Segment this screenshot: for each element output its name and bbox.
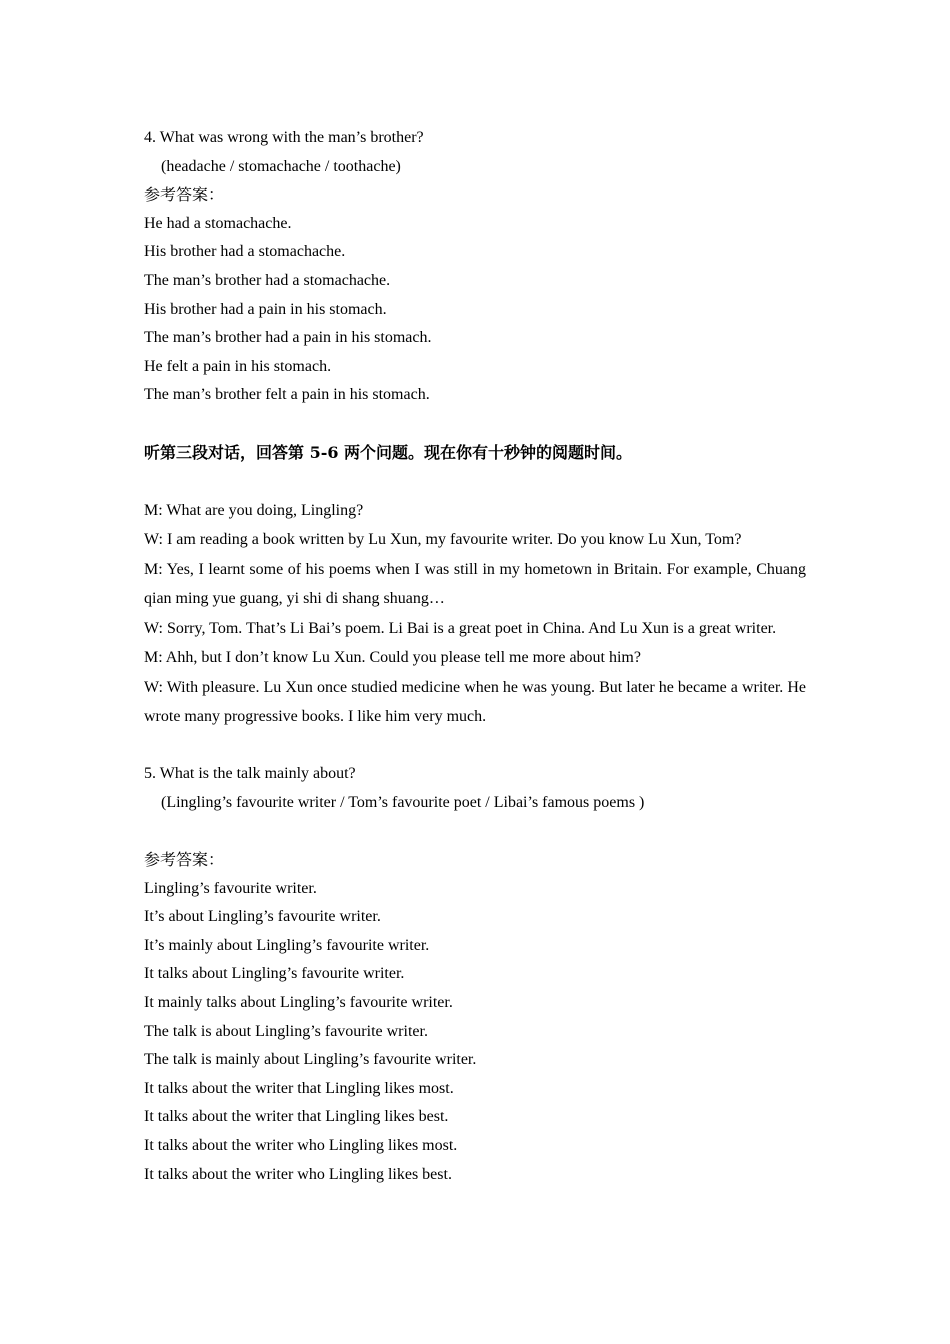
question-4-options: (headache / stomachache / toothache) xyxy=(161,157,401,175)
question-4: 4. What was wrong with the man’s brother? xyxy=(144,129,424,146)
answer-item: It talks about the writer who Lingling likes most. xyxy=(144,1137,458,1155)
dialogue-line: W: Sorry, Tom. That’s Li Bai’s poem. Li Bai is a great poet in China. And Lu Xun is a great writer. xyxy=(144,619,777,637)
answer-item: It’s about Lingling’s favourite writer. xyxy=(144,908,381,926)
spacer xyxy=(144,467,806,496)
answer-item: It talks about the writer that Lingling likes most. xyxy=(144,1079,454,1097)
question-5-options: (Lingling’s favourite writer / Tom’s favourite poet / Libai’s famous poems ) xyxy=(161,793,645,811)
answer-item: It talks about the writer who Lingling likes best. xyxy=(144,1165,452,1183)
answer-item: The talk is about Lingling’s favourite writer. xyxy=(144,1022,428,1040)
answer-item: It talks about the writer that Lingling likes best. xyxy=(144,1108,449,1126)
answer-item: His brother had a stomachache. xyxy=(144,243,346,261)
answer-label: 参考答案： xyxy=(144,850,225,870)
answer-item: He had a stomachache. xyxy=(144,214,292,232)
question-5: 5. What is the talk mainly about? xyxy=(144,765,356,783)
answer-item: It mainly talks about Lingling’s favourite writer. xyxy=(144,994,453,1012)
dialogue-line: W: I am reading a book written by Lu Xun, my favourite writer. Do you know Lu Xun, Tom? xyxy=(144,531,742,549)
answer-list xyxy=(144,210,806,410)
document-page xyxy=(144,124,806,1189)
dialogue-line: M: What are you doing, Lingling? xyxy=(144,501,364,519)
answer-item: The man’s brother felt a pain in his stomach. xyxy=(144,386,430,404)
answer-item: The man’s brother had a stomachache. xyxy=(144,271,391,289)
answer-item: He felt a pain in his stomach. xyxy=(144,357,332,375)
answer-item: Lingling’s favourite writer. xyxy=(144,879,317,897)
spacer xyxy=(144,732,806,761)
answer-item: The talk is mainly about Lingling’s favourite writer. xyxy=(144,1051,477,1069)
answer-item: It’s mainly about Lingling’s favourite writer. xyxy=(144,936,430,954)
spacer xyxy=(144,410,806,439)
answer-item: The man’s brother had a pain in his stomach. xyxy=(144,329,432,347)
dialogue-line: W: With pleasure. Lu Xun once studied medicine when he was young. But later he became a writer. He wrote many progressive books. I like him very much. xyxy=(144,678,806,726)
answer-item: It talks about Lingling’s favourite writer. xyxy=(144,965,405,983)
dialogue xyxy=(144,496,806,732)
answer-list xyxy=(144,875,806,1190)
dialogue-line: M: Yes, I learnt some of his poems when I was still in my hometown in Britain. For example, Chuang qian ming yue guang, yi shi di shang shuang… xyxy=(144,560,806,608)
spacer xyxy=(144,818,806,847)
section-heading: 听第三段对话，回答第 5-6 两个问题。现在你有十秒钟的阅题时间。 xyxy=(144,442,633,462)
dialogue-line: M: Ahh, but I don’t know Lu Xun. Could you please tell me more about him? xyxy=(144,649,641,667)
answer-label: 参考答案： xyxy=(144,185,225,205)
answer-item: His brother had a pain in his stomach. xyxy=(144,300,387,318)
